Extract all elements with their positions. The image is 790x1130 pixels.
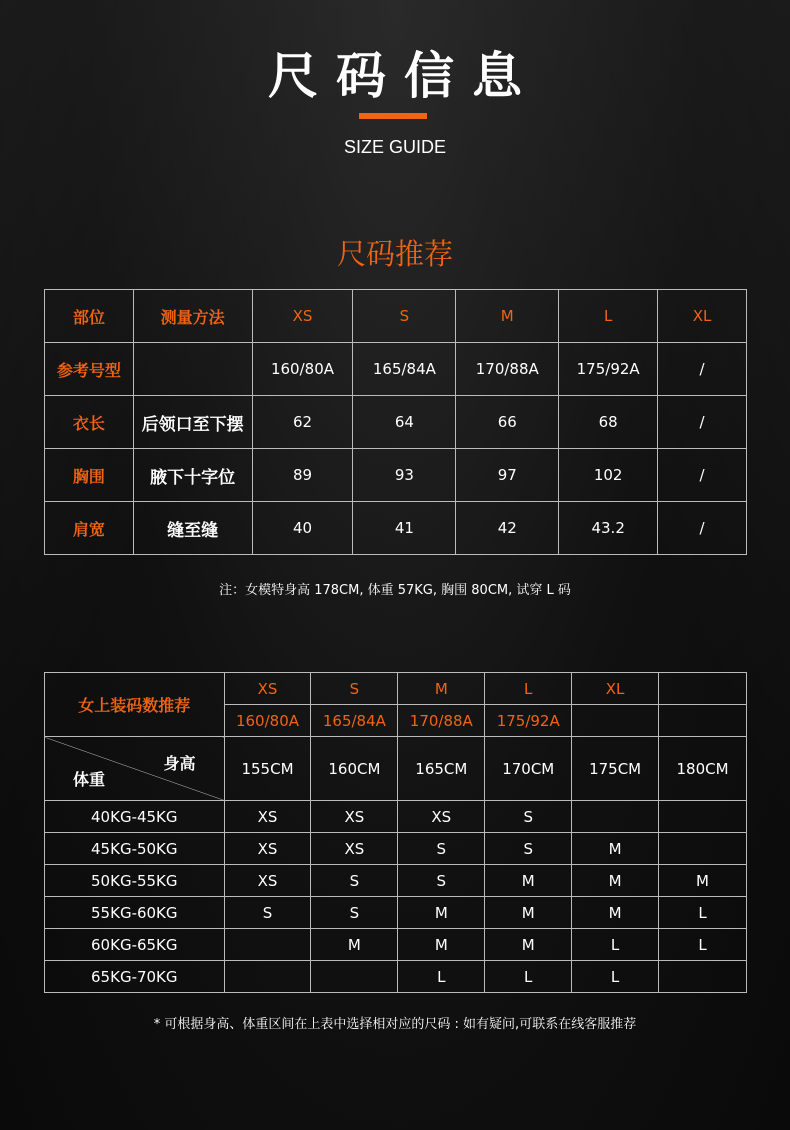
- table-cell: 41: [353, 502, 456, 555]
- table-cell: /: [658, 343, 747, 396]
- row-method: 缝至缝: [133, 502, 252, 555]
- table-cell: M: [311, 929, 398, 961]
- table-cell: S: [398, 865, 485, 897]
- table-cell: S: [485, 833, 572, 865]
- table-cell: M: [398, 929, 485, 961]
- table-row: [45, 897, 747, 929]
- table-cell: M: [659, 865, 747, 897]
- size-letter-cell: M: [398, 673, 485, 705]
- table-cell: M: [572, 897, 659, 929]
- table-cell: 165/84A: [353, 343, 456, 396]
- table-cell: [659, 961, 747, 993]
- header-cell: M: [456, 290, 559, 343]
- height-cell: 180CM: [659, 737, 747, 801]
- weight-cell: 50KG-55KG: [45, 865, 225, 897]
- table-cell: XS: [224, 865, 311, 897]
- row-label: 肩宽: [45, 502, 134, 555]
- table-cell: S: [485, 801, 572, 833]
- table-cell: M: [485, 865, 572, 897]
- table-cell: XS: [311, 833, 398, 865]
- table-cell: M: [485, 929, 572, 961]
- table-cell: 42: [456, 502, 559, 555]
- weight-cell: 45KG-50KG: [45, 833, 225, 865]
- table-cell: M: [485, 897, 572, 929]
- weight-axis-label: 体重: [73, 770, 106, 789]
- section-title: 尺码推荐: [336, 237, 453, 271]
- table-cell: [659, 833, 747, 865]
- table-cell: L: [572, 961, 659, 993]
- table-cell: 160/80A: [252, 343, 353, 396]
- size-letter-cell: [659, 673, 747, 705]
- row-method: 后领口至下摆: [133, 396, 252, 449]
- row-label: 参考号型: [45, 343, 134, 396]
- table-cell: [224, 961, 311, 993]
- table-cell: XS: [311, 801, 398, 833]
- table-cell: 97: [456, 449, 559, 502]
- table-cell: 68: [559, 396, 658, 449]
- page-title: 尺码信息: [268, 47, 540, 105]
- table-row: [45, 833, 747, 865]
- recommendation-note: * 可根据身高、体重区间在上表中选择相对应的尺码 : 如有疑问,可联系在线客服推荐: [153, 1017, 637, 1032]
- height-axis-label: 身高: [163, 754, 196, 773]
- table-cell: L: [659, 929, 747, 961]
- table-row: [45, 801, 747, 833]
- table-cell: /: [658, 502, 747, 555]
- table-cell: 170/88A: [456, 343, 559, 396]
- table-header-row: [45, 290, 747, 343]
- page-subtitle: SIZE GUIDE: [343, 137, 446, 157]
- table-cell: S: [398, 833, 485, 865]
- size-letter-cell: S: [311, 673, 398, 705]
- table-cell: XS: [398, 801, 485, 833]
- height-cell: 175CM: [572, 737, 659, 801]
- height-cell: 155CM: [224, 737, 311, 801]
- height-row: [45, 737, 747, 801]
- size-code-cell: 175/92A: [485, 705, 572, 737]
- table-cell: 102: [559, 449, 658, 502]
- table-row: [45, 961, 747, 993]
- table-cell: L: [572, 929, 659, 961]
- table-cell: [572, 801, 659, 833]
- header-cell: 测量方法: [133, 290, 252, 343]
- table-cell: 43.2: [559, 502, 658, 555]
- row-label: 胸围: [45, 449, 134, 502]
- diagonal-header-cell: [45, 737, 225, 801]
- table-cell: S: [311, 897, 398, 929]
- table-cell: 66: [456, 396, 559, 449]
- table-cell: 62: [252, 396, 353, 449]
- table-cell: 64: [353, 396, 456, 449]
- table-row: [45, 502, 747, 555]
- weight-cell: 65KG-70KG: [45, 961, 225, 993]
- model-note: 注：女模特身高 178CM, 体重 57KG, 胸围 80CM, 试穿 L 码: [219, 583, 571, 598]
- table-row: [45, 929, 747, 961]
- table-cell: [311, 961, 398, 993]
- table-cell: M: [572, 833, 659, 865]
- header-cell: XL: [658, 290, 747, 343]
- table-cell: [224, 929, 311, 961]
- size-code-cell: [659, 705, 747, 737]
- table-cell: /: [658, 396, 747, 449]
- size-code-cell: 165/84A: [311, 705, 398, 737]
- table-cell: L: [485, 961, 572, 993]
- row-method: 腋下十字位: [133, 449, 252, 502]
- table-cell: 89: [252, 449, 353, 502]
- table-cell: S: [311, 865, 398, 897]
- weight-cell: 40KG-45KG: [45, 801, 225, 833]
- weight-cell: 60KG-65KG: [45, 929, 225, 961]
- table-cell: XS: [224, 833, 311, 865]
- table-row: [45, 343, 747, 396]
- table-row: [45, 396, 747, 449]
- size-code-cell: 160/80A: [224, 705, 311, 737]
- header-cell: L: [559, 290, 658, 343]
- header-cell: 部位: [45, 290, 134, 343]
- table-cell: L: [398, 961, 485, 993]
- table-cell: 40: [252, 502, 353, 555]
- size-letter-cell: XS: [224, 673, 311, 705]
- size-letter-row: [45, 673, 747, 705]
- height-cell: 160CM: [311, 737, 398, 801]
- height-cell: 165CM: [398, 737, 485, 801]
- table-cell: M: [572, 865, 659, 897]
- table-cell: 175/92A: [559, 343, 658, 396]
- row-method: [133, 343, 252, 396]
- weight-cell: 55KG-60KG: [45, 897, 225, 929]
- recommendation-title: 女上装码数推荐: [45, 673, 225, 737]
- title-accent-bar: [359, 113, 427, 119]
- row-label: 衣长: [45, 396, 134, 449]
- table-cell: S: [224, 897, 311, 929]
- table-row: [45, 449, 747, 502]
- size-letter-cell: L: [485, 673, 572, 705]
- header-cell: S: [353, 290, 456, 343]
- table-cell: M: [398, 897, 485, 929]
- table-cell: 93: [353, 449, 456, 502]
- size-recommendation-table: [44, 672, 747, 993]
- table-cell: [659, 801, 747, 833]
- height-cell: 170CM: [485, 737, 572, 801]
- size-code-cell: 170/88A: [398, 705, 485, 737]
- size-letter-cell: XL: [572, 673, 659, 705]
- size-measurement-table: [44, 289, 747, 555]
- header-cell: XS: [252, 290, 353, 343]
- table-row: [45, 865, 747, 897]
- table-cell: L: [659, 897, 747, 929]
- size-code-cell: [572, 705, 659, 737]
- table-cell: /: [658, 449, 747, 502]
- table-cell: XS: [224, 801, 311, 833]
